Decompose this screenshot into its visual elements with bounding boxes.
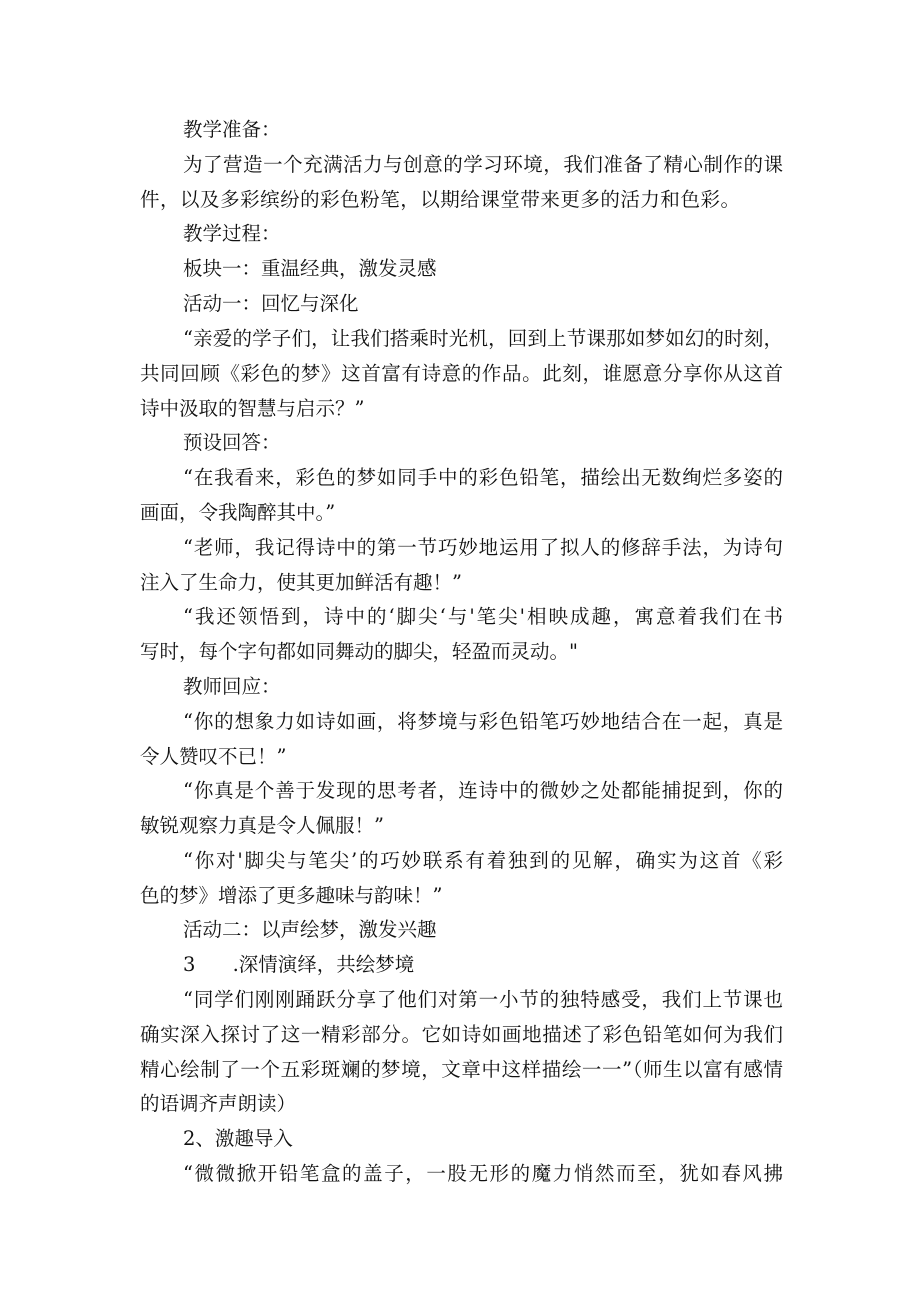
paragraph-line: 精心绘制了一个五彩斑斓的梦境，文章中这样描绘一一”（师生以富有感情 [140, 1058, 783, 1081]
paragraph-line: 写时，每个字句都如同舞动的脚尖，轻盈而灵动。" [140, 640, 578, 663]
paragraph-line: “你真是个善于发现的思考者，连诗中的微妙之处都能捕捉到，你的 [183, 779, 783, 802]
paragraph-line: 的语调齐声朗读） [140, 1092, 297, 1115]
activity-heading: 活动二：以声绘梦，激发兴趣 [183, 918, 437, 941]
heading-teaching-process: 教学过程： [183, 222, 281, 245]
section-heading: 板块一：重温经典，激发灵感 [183, 257, 437, 280]
paragraph-line: “老师，我记得诗中的第一节巧妙地运用了拟人的修辞手法，为诗句 [183, 536, 783, 559]
activity-heading: 活动一：回忆与深化 [183, 292, 359, 315]
paragraph-line: 为了营造一个充满活力与创意的学习环境，我们准备了精心制作的课 [183, 153, 783, 176]
paragraph-line: “同学们刚刚踊跃分享了他们对第一小节的独特感受，我们上节课也 [183, 988, 783, 1011]
heading-teaching-prep: 教学准备： [183, 118, 281, 141]
paragraph-line: 色的梦》增添了更多趣味与韵味！” [140, 884, 443, 907]
paragraph-line: 注入了生命力，使其更加鲜活有趣！” [140, 571, 462, 594]
paragraph-line: “亲爱的学子们，让我们搭乘时光机，回到上节课那如梦如幻的时刻， [183, 327, 783, 350]
paragraph-line: “微微掀开铅笔盒的盖子，一股无形的魔力悄然而至，犹如春风拂 [183, 1162, 783, 1185]
paragraph-line: 敏锐观察力真是令人佩服！” [140, 814, 384, 837]
paragraph-line: “你的想象力如诗如画，将梦境与彩色铅笔巧妙地结合在一起，真是 [183, 710, 783, 733]
paragraph-line: 共同回顾《彩色的梦》这首富有诗意的作品。此刻，谁愿意分享你从这首 [140, 362, 783, 385]
numbered-heading: 3 .深情演绎，共绘梦境 [183, 953, 415, 976]
paragraph-line: 确实深入探讨了这一精彩部分。它如诗如画地描述了彩色铅笔如何为我们 [140, 1023, 783, 1046]
label-preset-answer: 预设回答： [183, 431, 281, 454]
paragraph-line: 画面，令我陶醉其中。” [140, 501, 336, 524]
label-teacher-response: 教师回应： [183, 675, 281, 698]
paragraph-line: “你对'脚尖与笔尖’的巧妙联系有着独到的见解，确实为这首《彩 [183, 849, 783, 872]
numbered-heading: 2、激趣导入 [183, 1127, 293, 1150]
paragraph-line: 令人赞叹不已！” [140, 745, 287, 768]
paragraph-line: 诗中汲取的智慧与启示？” [140, 397, 365, 420]
paragraph-line: “在我看来，彩色的梦如同手中的彩色铅笔，描绘出无数绚烂多姿的 [183, 466, 783, 489]
paragraph-line: “我还领悟到，诗中的‘脚尖‘与'笔尖'相映成趣，寓意着我们在书 [183, 605, 783, 628]
paragraph-line: 件，以及多彩缤纷的彩色粉笔，以期给课堂带来更多的活力和色彩。 [140, 188, 740, 211]
